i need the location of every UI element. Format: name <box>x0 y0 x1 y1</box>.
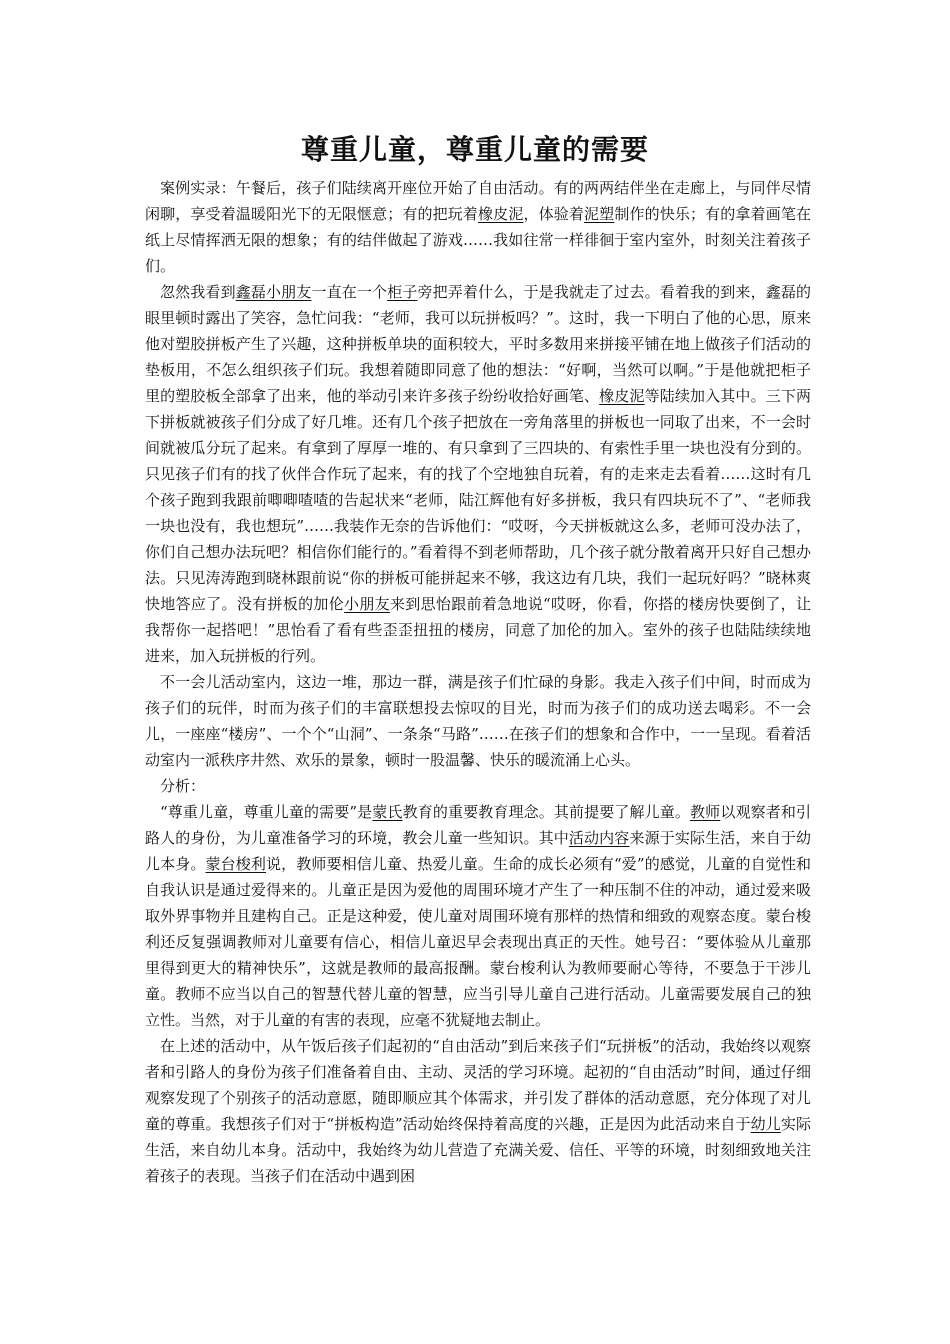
paragraph <box>145 799 811 1033</box>
underlined-term: 小朋友 <box>344 595 390 613</box>
paragraph-text: 案例实录：午餐后，孩子们陆续离开座位开始了自由活动。有的两两结伴坐在走廊上，与同伴尽情闲聊，享受着温暖阳光下的无限惬意；有的把玩着 <box>145 179 811 223</box>
paragraph-text: 在上述的活动中，从午饭后孩子们起初的“自由活动”到后来孩子们“玩拼板”的活动，我始终以观察者和引路人的身份为孩子们准备着自由、主动、灵活的学习环境。起初的“自由活动”时间，通过仔细观察发现了个别孩子的活动意愿，随即顺应其个体需求，并引发了群体的活动意愿，充分体现了对儿童的尊重。我想孩子们对于“拼板构造”活动始终保持着高度的兴趣，正是因为此活动来自于 <box>145 1037 811 1133</box>
paragraph <box>145 1033 811 1189</box>
paragraph-text: “尊重儿童，尊重儿童的需要”是 <box>160 803 373 821</box>
paragraph-text: 一直在一个 <box>311 283 388 301</box>
paragraph-text: 实际生活，来自幼儿本身。活动中，我始终为幼儿营造了充满关爱、信任、平等的环境，时刻细致地关注着孩子的表现。当孩子们在活动中遇到困 <box>145 1115 811 1185</box>
paragraph-text: 以观察者和引路人的身份，为儿童准备学习的环境，教会儿童一些知识。其中 <box>145 803 811 847</box>
paragraph <box>145 279 811 669</box>
underlined-term: 蒙台梭利 <box>205 855 267 873</box>
paragraph-text: 等陆续加入其中。三下两下拼板就被孩子们分成了好几堆。还有几个孩子把放在一旁角落里的拼板也一同取了出来，不一会时间就被瓜分玩了起来。有拿到了厚厚一堆的、有只拿到了三四块的、有索性手里一块也没有分到的。只见孩子们有的找了伙伴合作玩了起来，有的找了个空地独自玩着，有的走来走去看着……这时有几个孩子跑到我跟前唧唧喳喳的告起状来“老师，陆江辉他有好多拼板，我只有四块玩不了”、“老师我一块也没有，我也想玩”……我装作无奈的告诉他们：“哎呀，今天拼板就这么多，老师可没办法了，你们自己想办法玩吧？相信你们能行的。”看着得不到老师帮助，几个孩子就分散着离开只好自己想办法。只见涛涛跑到晓林跟前说“你的拼板可能拼起来不够，我这边有几块，我们一起玩好吗？”晓林爽快地答应了。没有拼板的加伦 <box>145 387 811 613</box>
paragraph-text: 不一会儿活动室内，这边一堆，那边一群，满是孩子们忙碌的身影。我走入孩子们中间，时而成为孩子们的玩伴，时而为孩子们的丰富联想投去惊叹的目光，时而为孩子们的成功送去喝彩。不一会儿，一座座“楼房”、一个个“山洞”、一条条“马路”……在孩子们的想象和合作中，一一呈现。看着活动室内一派秩序井然、欢乐的景象，顿时一股温馨、快乐的暖流涌上心头。 <box>145 673 811 769</box>
document-title: 尊重儿童，尊重儿童的需要 <box>300 133 649 166</box>
paragraph <box>145 175 811 279</box>
paragraph-text: 分析： <box>160 777 206 795</box>
underlined-term: 泥塑 <box>584 205 615 223</box>
paragraph-text: 来源于实际生活，来自于幼儿本身。 <box>145 829 811 873</box>
underlined-term: 蒙氏 <box>372 803 403 821</box>
paragraph-text: 旁把弄着什么，于是我就走了过去。看着我的到来，鑫磊的眼里顿时露出了笑容，急忙问我：“老师，我可以玩拼板吗？”。这时，我一下明白了他的心思，原来他对塑胶拼板产生了兴趣，这种拼板单块的面积较大，平时多数用来拼接平铺在地上做孩子们活动的垫板用，不怎么组织孩子们玩。我想着随即同意了他的想法：“好啊，当然可以啊。”于是他就把柜子里的塑胶板全部拿了出来，他的举动引来许多孩子纷纷收拾好画笔、 <box>145 283 811 405</box>
underlined-term: 鑫磊 <box>235 283 267 301</box>
underlined-term: 教师 <box>690 803 721 821</box>
paragraph <box>145 773 811 799</box>
underlined-term: 小朋友 <box>266 283 312 301</box>
underlined-term: 活动内容 <box>568 829 630 847</box>
paragraph-text: 说，教师要相信儿童、热爱儿童。生命的成长必须有“爱”的感觉，儿童的自觉性和自我认识是通过爱得来的。儿童正是因为爱他的周围环境才产生了一种压制不住的冲动，通过爱来吸取外界事物并且建构自己。正是这种爱，使儿童对周围环境有那样的热情和细致的观察态度。蒙台梭利还反复强调教师对儿童要有信心，相信儿童迟早会表现出真正的天性。她号召：“要体验从儿童那里得到更大的精神快乐”，这就是教师的最高报酬。蒙台梭利认为教师要耐心等待，不要急于干涉儿童。教师不应当以自己的智慧代替儿童的智慧，应当引导儿童自己进行活动。儿童需要发展自己的独立性。当然，对于儿童的有害的表现，应毫不犹疑地去制止。 <box>145 855 811 1029</box>
paragraph-text: 教育的重要教育理念。其前提要了解儿童。 <box>402 803 691 821</box>
paragraph-text: 来到思怡跟前着急地说“哎呀，你看，你搭的楼房快要倒了，让我帮你一起搭吧！”思怡看了看有些歪歪扭扭的楼房，同意了加伦的加入。室外的孩子也陆陆续续地进来，加入玩拼板的行列。 <box>145 595 811 665</box>
paragraph-text: 忽然我看到 <box>160 283 236 301</box>
underlined-term: 橡皮泥 <box>599 387 645 405</box>
document-body <box>145 175 811 1189</box>
underlined-term: 橡皮泥 <box>478 205 524 223</box>
underlined-term: 柜子 <box>387 283 418 301</box>
paragraph-text: 制作的快乐；有的拿着画笔在纸上尽情挥洒无限的想象；有的结伴做起了游戏……我如往常一样徘徊于室内室外，时刻关注着孩子们。 <box>145 205 811 275</box>
underlined-term: 幼儿 <box>750 1115 781 1133</box>
paragraph <box>145 669 811 773</box>
paragraph-text: ，体验着 <box>523 205 585 223</box>
